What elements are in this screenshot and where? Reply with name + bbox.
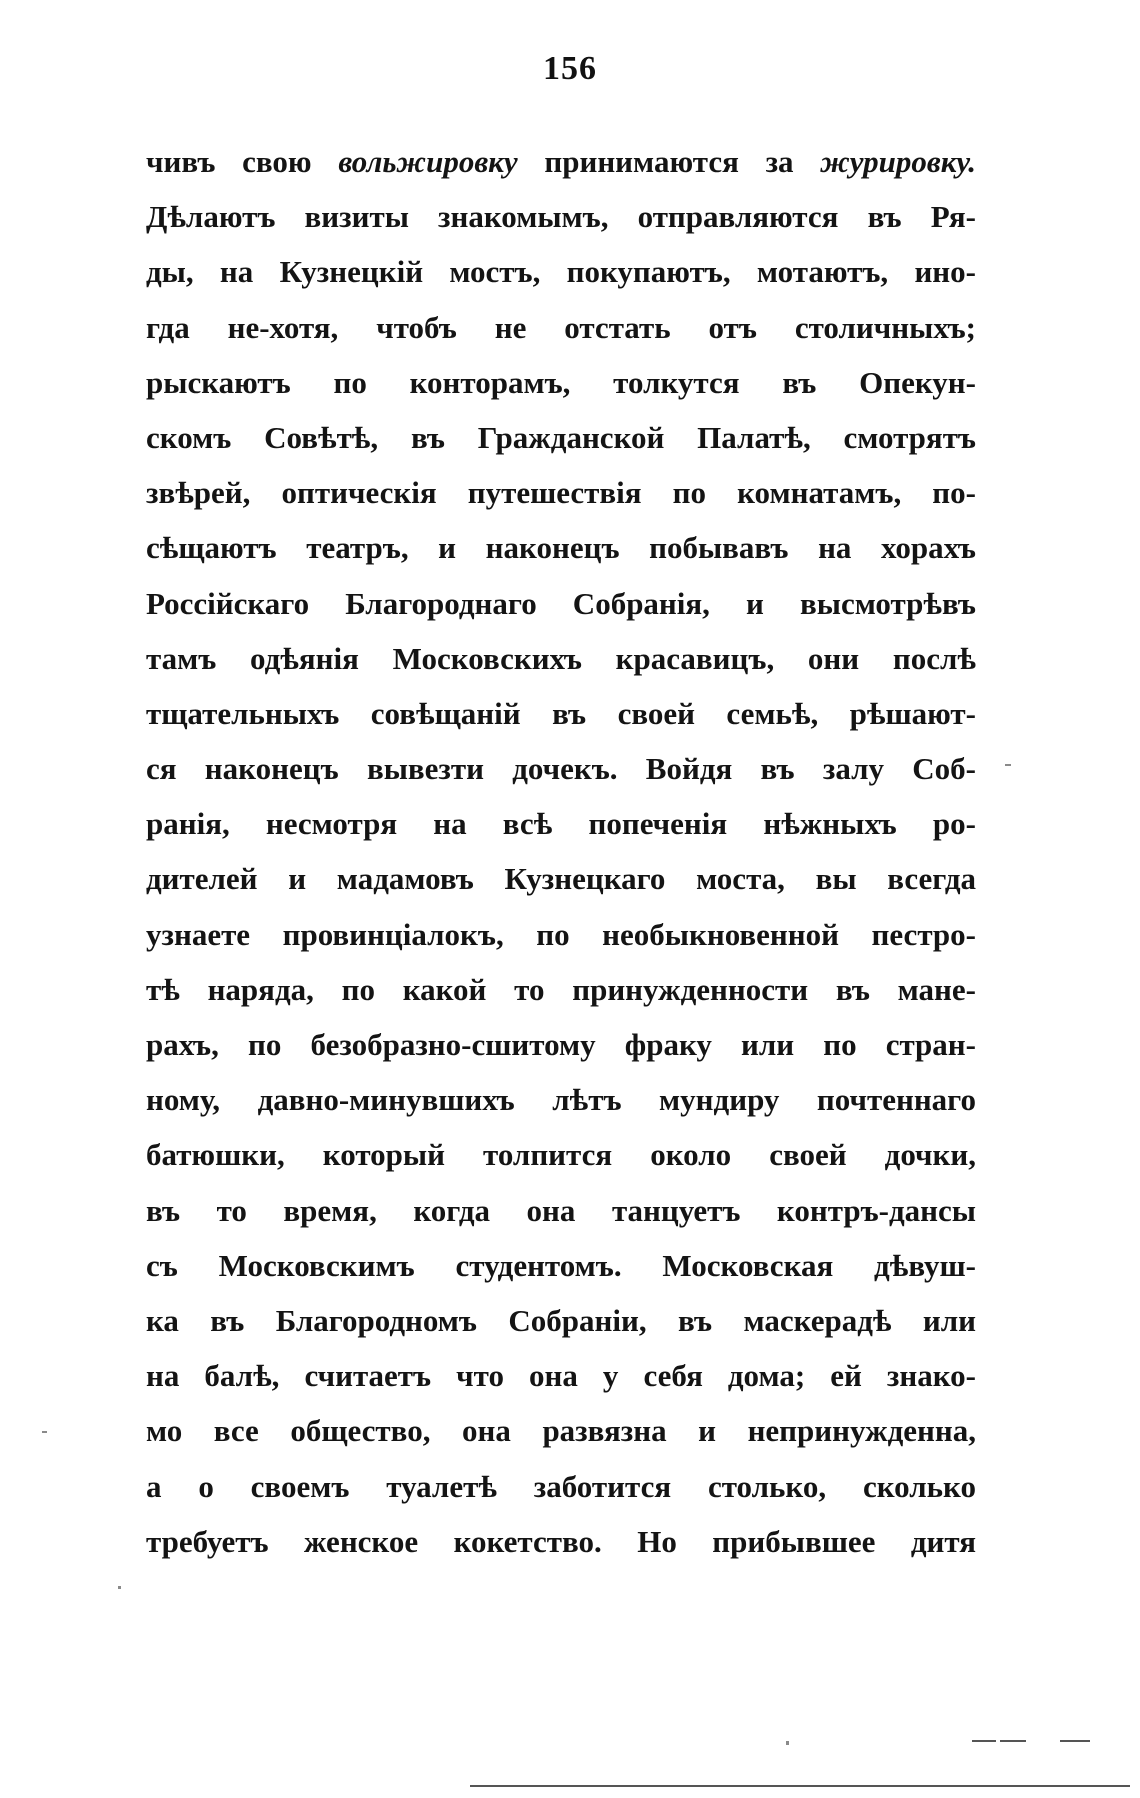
text-run: тамъ одѣянія Московскихъ красавицъ, они послѣ bbox=[146, 640, 976, 676]
page-number: 156 bbox=[543, 50, 597, 87]
text-line bbox=[146, 1514, 976, 1569]
scan-speck bbox=[118, 1586, 121, 1589]
text-run: тѣ наряда, по какой то принужденности въ мане- bbox=[146, 971, 976, 1007]
text-line bbox=[146, 465, 976, 520]
text-run: съ Московскимъ студентомъ. Московская дѣвуш- bbox=[146, 1247, 976, 1283]
scan-speck bbox=[42, 1431, 47, 1433]
text-run: рыскаютъ по конторамъ, толкутся въ Опекун- bbox=[146, 364, 976, 400]
body-text bbox=[146, 134, 976, 1569]
text-run: ному, давно-минувшихъ лѣтъ мундиру почтеннаго bbox=[146, 1082, 976, 1118]
text-line bbox=[146, 1459, 976, 1514]
text-run: узнаете провинціалокъ, по необыкновенной пестро- bbox=[146, 916, 976, 952]
text-line bbox=[146, 410, 976, 465]
text-run: ды, на Кузнецкій мостъ, покупаютъ, мотаютъ, ино- bbox=[146, 254, 976, 290]
text-line bbox=[146, 1238, 976, 1293]
scan-rule bbox=[1000, 1740, 1026, 1742]
text-run: ся наконецъ вывезти дочекъ. Войдя въ залу Соб- bbox=[146, 751, 976, 787]
text-run: ранія, несмотря на всѣ попеченія нѣжныхъ ро- bbox=[146, 806, 976, 842]
italic-word: журировку. bbox=[820, 144, 976, 179]
text-line bbox=[146, 355, 976, 410]
text-run: рахъ, по безобразно-сшитому фраку или по стран- bbox=[146, 1027, 976, 1062]
text-run: дителей и мадамовъ Кузнецкаго моста, вы всегда bbox=[146, 861, 976, 897]
text-run: Дѣлаютъ визиты знакомымъ, отправляются въ Ря- bbox=[146, 199, 976, 235]
text-line bbox=[146, 1293, 976, 1348]
text-line bbox=[146, 851, 976, 906]
text-run: батюшки, который толпится около своей дочки, bbox=[146, 1137, 976, 1173]
text-line bbox=[146, 576, 976, 631]
italic-word: вольжировку bbox=[338, 144, 518, 179]
text-line bbox=[146, 631, 976, 686]
text-line bbox=[146, 1403, 976, 1458]
text-line bbox=[146, 686, 976, 741]
text-line bbox=[146, 741, 976, 796]
text-run: мо все общество, она развязна и непринужденна, bbox=[146, 1413, 976, 1449]
text-run: на балѣ, считаетъ что она у себя дома; ей знако- bbox=[146, 1358, 976, 1394]
scan-rule bbox=[1060, 1740, 1090, 1742]
text-line bbox=[146, 520, 976, 575]
text-run: принимаются за bbox=[517, 144, 821, 179]
scan-rule bbox=[470, 1785, 1130, 1787]
text-run: въ то время, когда она танцуетъ контръ-дансы bbox=[146, 1192, 976, 1228]
text-line bbox=[146, 134, 976, 189]
text-run: ка въ Благородномъ Собраніи, въ маскерадѣ или bbox=[146, 1302, 976, 1338]
text-run: Россійскаго Благороднаго Собранія, и высмотрѣвъ bbox=[146, 585, 976, 621]
text-run: скомъ Совѣтѣ, въ Гражданской Палатѣ, смотрятъ bbox=[146, 419, 976, 455]
text-line bbox=[146, 1127, 976, 1182]
text-run: сѣщаютъ театръ, и наконецъ побывавъ на хорахъ bbox=[146, 530, 976, 566]
text-line bbox=[146, 907, 976, 962]
text-run: гда не-хотя, чтобъ не отстать отъ столичныхъ; bbox=[146, 309, 976, 345]
text-line bbox=[146, 1072, 976, 1127]
text-run: а о своемъ туалетѣ заботится столько, сколько bbox=[146, 1468, 976, 1504]
text-line bbox=[146, 244, 976, 299]
text-run: чивъ свою bbox=[146, 144, 339, 179]
text-line bbox=[146, 300, 976, 355]
text-line bbox=[146, 1017, 976, 1072]
text-line bbox=[146, 189, 976, 244]
text-line bbox=[146, 1183, 976, 1238]
text-run: тщательныхъ совѣщаній въ своей семьѣ, рѣшают- bbox=[146, 695, 976, 731]
scan-speck bbox=[1005, 764, 1011, 766]
scan-speck bbox=[786, 1741, 789, 1745]
text-run: звѣрей, оптическія путешествія по комнатамъ, по- bbox=[146, 475, 976, 511]
scan-rule bbox=[972, 1740, 996, 1742]
text-run: требуетъ женское кокетство. Но прибывшее дитя bbox=[146, 1523, 976, 1559]
text-line bbox=[146, 1348, 976, 1403]
text-line bbox=[146, 962, 976, 1017]
text-line bbox=[146, 796, 976, 851]
